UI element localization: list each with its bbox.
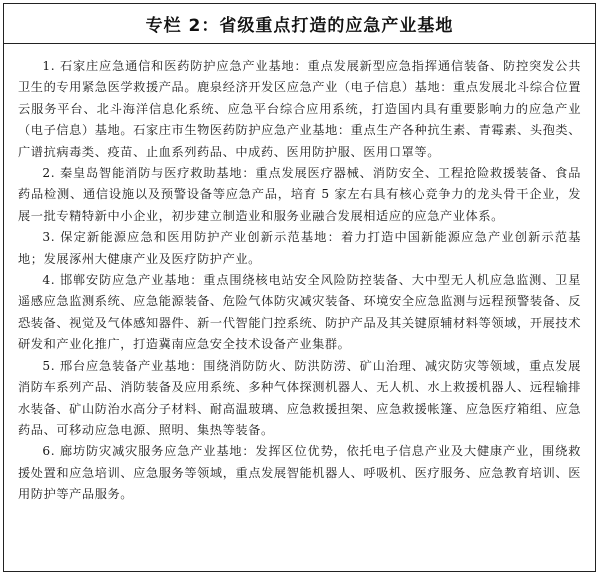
- paragraph-baoding: 3. 保定新能源应急和医用防护产业创新示范基地：着力打造中国新能源应急产业创新示范基地；发展涿州大健康产业及医疗防护产业。: [18, 230, 581, 266]
- title-row: [4, 4, 595, 44]
- paragraph-qinhuangdao: 2. 秦皇岛智能消防与医疗救助基地：重点发展医疗器械、消防安全、工程抢险救援装备、食品药品检测、通信设施以及预警设备等应急产品，培育 5 家左右具有核心竞争力的龙头骨干企业，发展一批专精特新中小企业，初步建立制造业和服务业融合发展相适应的应急产业体系。: [18, 166, 581, 223]
- column-box: [3, 3, 596, 572]
- content-area: [4, 44, 595, 506]
- paragraph-shijiazhuang: 1. 石家庄应急通信和医药防护应急产业基地：重点发展新型应急指挥通信装备、防控突发公共卫生的专用紧急医学救援产品。鹿泉经济开发区应急产业（电子信息）基地：重点发展北斗综合位置云服务平台、北斗海洋信息化系统、应急平台综合应用系统，打造国内具有重要影响力的应急产业（电子信息）基地。石家庄市生物医药防护应急产业基地：重点生产各种抗生素、青霉素、头孢类、广谱抗病毒类、疫苗、止血系列药品、中成药、医用防护服、医用口罩等。: [18, 59, 581, 159]
- paragraph-xingtai: 5. 邢台应急装备产业基地：围绕消防防火、防洪防涝、矿山治理、减灾防灾等领域，重点发展消防车系列产品、消防装备及应用系统、多种气体探测机器人、无人机、水上救援机器人、远程输排水装备、矿山防治水高分子材料、耐高温玻璃、应急救援担架、应急救援帐篷、应急医疗箱组、应急药品、可移动应急电源、照明、集热等装备。: [18, 358, 581, 437]
- column-title: 专栏 2：省级重点打造的应急产业基地: [145, 16, 454, 36]
- paragraph-handan: 4. 邯郸安防应急产业基地：重点围绕核电站安全风险防控装备、大中型无人机应急监测、卫星遥感应急监测系统、应急能源装备、危险气体防灾减灾装备、环境安全应急监测与远程预警装备、反恐装备、视觉及气体感知器件、新一代智能门控系统、防护产品及其关键原辅材料等领域，开展技术研发和产业化推广，打造冀南应急安全技术设备产业集群。: [18, 273, 581, 352]
- paragraph-langfang: 6. 廊坊防灾减灾服务应急产业基地：发挥区位优势，依托电子信息产业及大健康产业，围绕救援处置和应急培训、应急服务等领域，重点发展智能机器人、呼吸机、医疗服务、应急教育培训、医用防护等产品服务。: [18, 444, 581, 502]
